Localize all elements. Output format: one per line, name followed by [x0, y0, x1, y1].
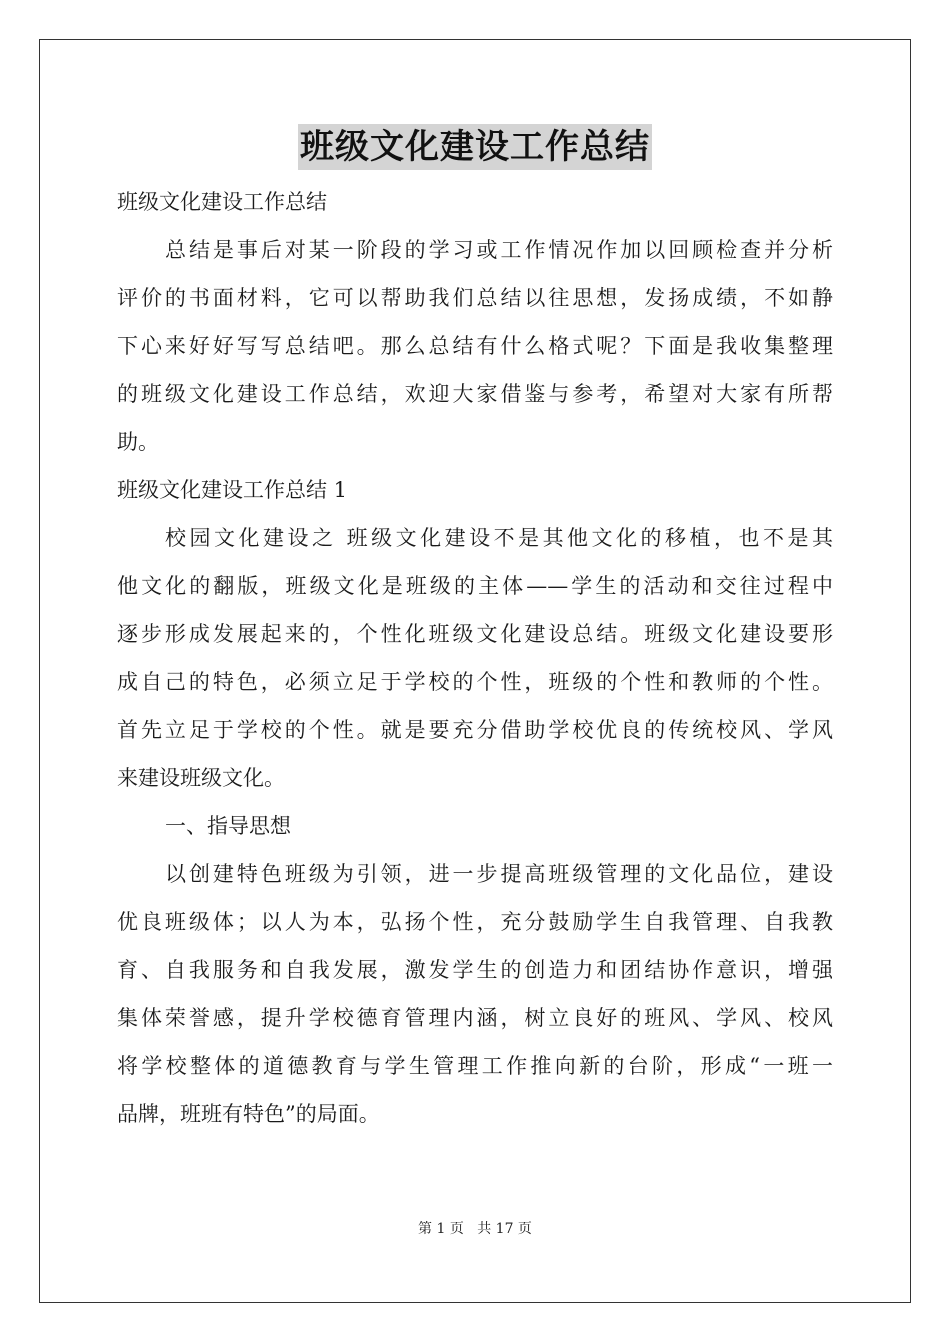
- paragraph-line: 他文化的翻版，班级文化是班级的主体——学生的活动和交往过程中: [117, 574, 833, 598]
- page-footer: [0, 1218, 950, 1238]
- paragraph-line: 品牌，班班有特色”的局面。: [117, 1102, 380, 1126]
- section-heading: 班级文化建设工作总结 1: [117, 478, 348, 502]
- paragraph-line: 总结是事后对某一阶段的学习或工作情况作加以回顾检查并分析: [165, 238, 833, 262]
- paragraph-line: 评价的书面材料，它可以帮助我们总结以往思想，发扬成绩，不如静: [117, 286, 833, 310]
- paragraph-line: 首先立足于学校的个性。就是要充分借助学校优良的传统校风、学风: [117, 718, 833, 742]
- document-body: [117, 178, 833, 1138]
- title-wrap: [0, 124, 950, 170]
- paragraph-line: 育、自我服务和自我发展，激发学生的创造力和团结协作意识，增强: [117, 958, 833, 982]
- paragraph-line: 集体荣誉感，提升学校德育管理内涵，树立良好的班风、学风、校风: [117, 1006, 833, 1030]
- paragraph-line: 成自己的特色，必须立足于学校的个性，班级的个性和教师的个性。: [117, 670, 833, 694]
- document-title: 班级文化建设工作总结: [298, 124, 652, 170]
- paragraph-line: 逐步形成发展起来的，个性化班级文化建设总结。班级文化建设要形: [117, 622, 833, 646]
- subsection-heading: 一、指导思想: [165, 814, 291, 838]
- paragraph-line: 的班级文化建设工作总结，欢迎大家借鉴与参考，希望对大家有所帮: [117, 382, 833, 406]
- paragraph-line: 来建设班级文化。: [117, 766, 285, 790]
- page-total: 共 17 页: [477, 1221, 532, 1237]
- paragraph-line: 校园文化建设之 班级文化建设不是其他文化的移植，也不是其: [165, 526, 833, 550]
- paragraph-line: 下心来好好写写总结吧。那么总结有什么格式呢？下面是我收集整理: [117, 334, 833, 358]
- document-subtitle: 班级文化建设工作总结: [117, 190, 327, 214]
- page-number: 第 1 页: [418, 1221, 464, 1237]
- paragraph-line: 助。: [117, 430, 159, 454]
- paragraph-line: 以创建特色班级为引领，进一步提高班级管理的文化品位，建设: [165, 862, 833, 886]
- paragraph-line: 优良班级体；以人为本，弘扬个性，充分鼓励学生自我管理、自我教: [117, 910, 833, 934]
- paragraph-line: 将学校整体的道德教育与学生管理工作推向新的台阶，形成“一班一: [117, 1054, 833, 1078]
